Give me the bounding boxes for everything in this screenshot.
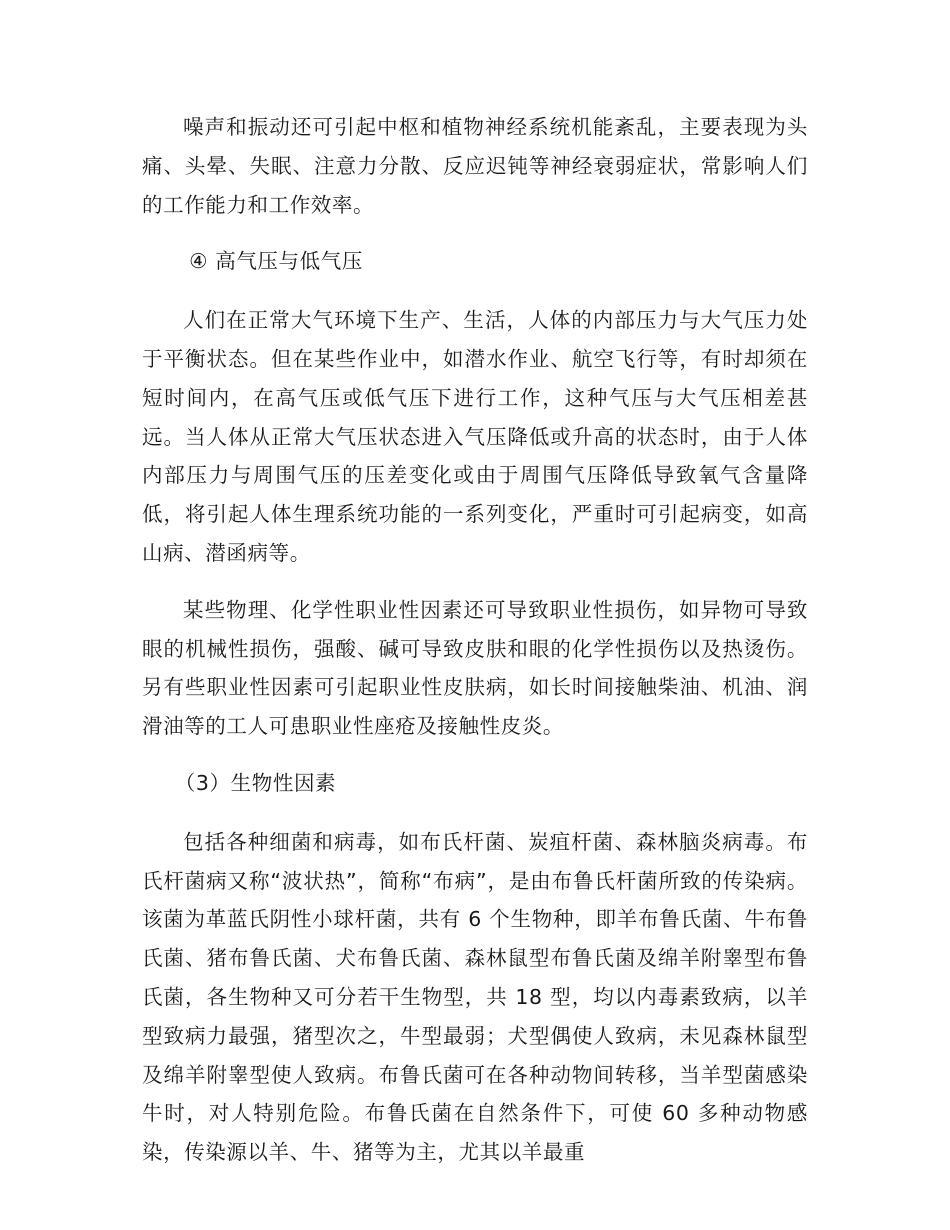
paragraph-biological: 包括各种细菌和病毒，如布氏杆菌、炭疽杆菌、森林脑炎病毒。布氏杆菌病又称“波状热”，简称“布病”，是由布鲁氏杆菌所致的传染病。该菌为革蓝氏阴性小球杆菌，共有 6 个生物种，即羊布鲁氏菌、牛布鲁氏菌、猪布鲁氏菌、犬布鲁氏菌、森林鼠型布鲁氏菌及绵羊附睾型布鲁氏菌，各生物种又可分若干生物型，共 18 型，均以内毒素致病，以羊型致病力最强，猪型次之，牛型最弱；犬型偶使人致病，未见森林鼠型及绵羊附睾型使人致病。布鲁氏菌可在各种动物间转移，当羊型菌感染牛时，对人特别危险。布鲁氏菌在自然条件下，可使 60 多种动物感染，传染源以羊、牛、猪等为主，尤其以羊最重 bbox=[142, 829, 808, 1165]
paragraph-noise-vibration: 噪声和振动还可引起中枢和植物神经系统机能紊乱，主要表现为头痛、头晕、失眠、注意力分散、反应迟钝等神经衰弱症状，常影响人们的工作能力和工作效率。 bbox=[142, 115, 808, 217]
paragraph-pressure: 人们在正常大气环境下生产、生活，人体的内部压力与大气压力处于平衡状态。但在某些作业中，如潜水作业、航空飞行等，有时却须在短时间内，在高气压或低气压下进行工作，这种气压与大气压相差甚远。当人体从正常大气压状态进入气压降低或升高的状态时，由于人体内部压力与周围气压的压差变化或由于周围气压降低导致氧气含量降低，将引起人体生理系统功能的一系列变化，严重时可引起病变，如高山病、潜函病等。 bbox=[142, 308, 808, 565]
document-body bbox=[142, 108, 808, 1190]
section-heading-pressure: ④ 高气压与低气压 bbox=[189, 249, 363, 274]
section-heading-biological: （3）生物性因素 bbox=[174, 770, 337, 795]
paragraph-occupational-injury: 某些物理、化学性职业性因素还可导致职业性损伤，如异物可导致眼的机械性损伤，强酸、碱可导致皮肤和眼的化学性损伤以及热烫伤。另有些职业性因素可引起职业性皮肤病，如长时间接触柴油、机油、润滑油等的工人可患职业性座疮及接触性皮炎。 bbox=[142, 597, 808, 739]
